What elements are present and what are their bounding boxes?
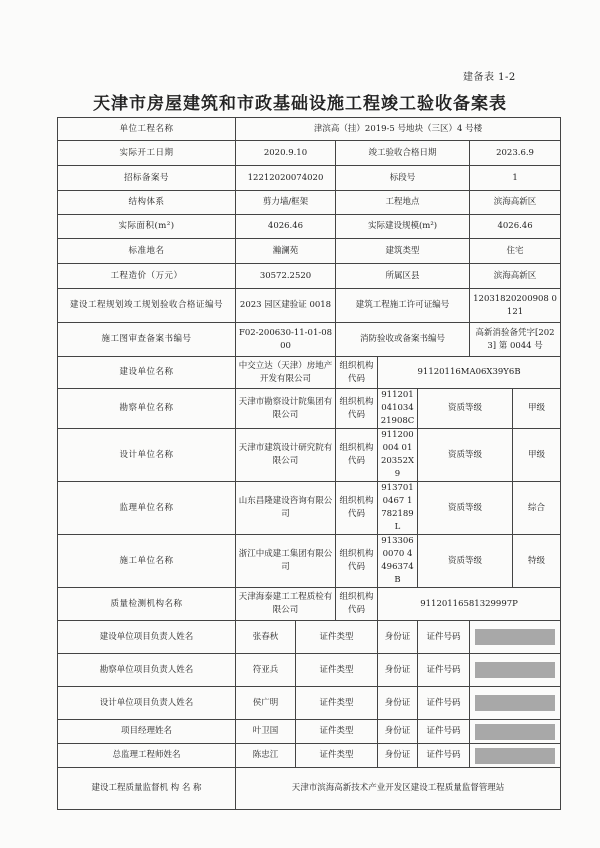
value-planning-cert: 2023 园区建验证 0018	[236, 289, 336, 323]
label-construction-code: 组织机构代码	[336, 535, 378, 588]
row-dates	[58, 141, 561, 166]
label-testing: 质量检测机构名称	[58, 588, 236, 621]
value-id-type: 身份证	[378, 687, 418, 720]
label-plot-name: 标准地名	[58, 239, 236, 264]
redaction-block	[475, 662, 555, 678]
value-id-type: 身份证	[378, 720, 418, 744]
row-area	[58, 215, 561, 239]
value-bid-record: 12212020074020	[236, 166, 336, 191]
person-row	[58, 744, 561, 768]
value-person-name: 张春秋	[236, 621, 296, 654]
value-area: 4026.46	[236, 215, 336, 239]
value-person-name: 陈忠江	[236, 744, 296, 768]
form-number: 建备表 1-2	[463, 72, 516, 83]
person-row	[58, 621, 561, 654]
row-testing	[58, 588, 561, 621]
label-building-type: 建筑类型	[336, 239, 470, 264]
value-project-name: 津滨高（挂）2019-5 号地块（三区）4 号楼	[236, 118, 561, 141]
label-id-number: 证件号码	[418, 720, 470, 744]
label-section-no: 标段号	[336, 166, 470, 191]
label-location: 工程地点	[336, 191, 470, 215]
label-supervision-station: 建设工程质量监督机 构 名 称	[58, 768, 236, 810]
row-bid	[58, 166, 561, 191]
value-completion-date: 2023.6.9	[470, 141, 561, 166]
value-location: 滨海高新区	[470, 191, 561, 215]
value-supervision-station: 天津市滨海高新技术产业开发区建设工程质量监督管理站	[236, 768, 561, 810]
value-drawing-review: F02-200630-11-01-0800	[236, 323, 336, 357]
value-section-no: 1	[470, 166, 561, 191]
value-construction-code: 9133060070 4496374B	[378, 535, 418, 588]
value-fire-acceptance: 高新消验备凭字[2023] 第 0044 号	[470, 323, 561, 357]
value-person-name: 符亚兵	[236, 654, 296, 687]
value-person-name: 侯广明	[236, 687, 296, 720]
value-construction: 浙江中成建工集团有限公司	[236, 535, 336, 588]
value-id-type: 身份证	[378, 654, 418, 687]
label-id-type: 证件类型	[296, 621, 378, 654]
label-supervision-qual: 资质等级	[418, 482, 513, 535]
row-project-name	[58, 118, 561, 141]
value-construction-qual: 特级	[513, 535, 561, 588]
label-scale: 实际建设规模(m²)	[336, 215, 470, 239]
row-construction	[58, 535, 561, 588]
label-fire-acceptance: 消防验收或备案书编号	[336, 323, 470, 357]
person-row	[58, 654, 561, 687]
label-id-type: 证件类型	[296, 654, 378, 687]
label-design-qual: 资质等级	[418, 429, 513, 482]
redaction-block	[475, 724, 555, 740]
value-building-type: 住宅	[470, 239, 561, 264]
label-drawing-review: 施工图审查备案书编号	[58, 323, 236, 357]
label-construction: 施工单位名称	[58, 535, 236, 588]
redaction-block	[475, 629, 555, 645]
row-planning	[58, 289, 561, 323]
label-project-name: 单位工程名称	[58, 118, 236, 141]
label-design: 设计单位名称	[58, 429, 236, 482]
value-builder-code: 91120116MA06X39Y6B	[378, 357, 561, 389]
value-testing-code: 91120116581329997P	[378, 588, 561, 621]
label-id-type: 证件类型	[296, 687, 378, 720]
label-cost: 工程造价（万元）	[58, 264, 236, 289]
value-person-name: 叶卫国	[236, 720, 296, 744]
value-construction-permit: 12031820200908 0121	[470, 289, 561, 323]
value-builder: 中交立达（天津）房地产开发有限公司	[236, 357, 336, 389]
label-builder: 建设单位名称	[58, 357, 236, 389]
label-area: 实际面积(m²)	[58, 215, 236, 239]
label-person-role: 项目经理姓名	[58, 720, 236, 744]
label-id-type: 证件类型	[296, 744, 378, 768]
label-supervision-code: 组织机构代码	[336, 482, 378, 535]
label-survey-code: 组织机构代码	[336, 389, 378, 429]
row-structure	[58, 191, 561, 215]
label-id-number: 证件号码	[418, 744, 470, 768]
value-survey-qual: 甲级	[513, 389, 561, 429]
label-bid-record: 招标备案号	[58, 166, 236, 191]
value-plot-name: 瀚澜苑	[236, 239, 336, 264]
row-survey	[58, 389, 561, 429]
id-number-redacted	[470, 744, 561, 768]
form-title: 天津市房屋建筑和市政基础设施工程竣工验收备案表	[93, 94, 507, 114]
value-design: 天津市建筑设计研究院有限公司	[236, 429, 336, 482]
value-id-type: 身份证	[378, 744, 418, 768]
label-person-role: 勘察单位项目负责人姓名	[58, 654, 236, 687]
row-cost	[58, 264, 561, 289]
label-construction-permit: 建筑工程施工许可证编号	[336, 289, 470, 323]
row-drawing	[58, 323, 561, 357]
value-start-date: 2020.9.10	[236, 141, 336, 166]
value-supervision: 山东昌隆建设咨询有限公司	[236, 482, 336, 535]
value-scale: 4026.46	[470, 215, 561, 239]
label-id-number: 证件号码	[418, 621, 470, 654]
redaction-block	[475, 695, 555, 711]
value-survey: 天津市勘察设计院集团有限公司	[236, 389, 336, 429]
label-start-date: 实际开工日期	[58, 141, 236, 166]
label-district: 所属区县	[336, 264, 470, 289]
value-design-qual: 甲级	[513, 429, 561, 482]
id-number-redacted	[470, 621, 561, 654]
value-survey-code: 91120104103421908C	[378, 389, 418, 429]
label-testing-code: 组织机构代码	[336, 588, 378, 621]
label-survey-qual: 资质等级	[418, 389, 513, 429]
value-cost: 30572.2520	[236, 264, 336, 289]
row-supervision-station	[58, 768, 561, 810]
id-number-redacted	[470, 720, 561, 744]
label-structure: 结构体系	[58, 191, 236, 215]
label-person-role: 总监理工程师姓名	[58, 744, 236, 768]
value-district: 滨海高新区	[470, 264, 561, 289]
label-builder-code: 组织机构代码	[336, 357, 378, 389]
label-id-number: 证件号码	[418, 654, 470, 687]
value-structure: 剪力墙/框架	[236, 191, 336, 215]
label-survey: 勘察单位名称	[58, 389, 236, 429]
id-number-redacted	[470, 687, 561, 720]
value-supervision-code: 9137010467 1782189L	[378, 482, 418, 535]
label-id-number: 证件号码	[418, 687, 470, 720]
label-design-code: 组织机构代码	[336, 429, 378, 482]
value-design-code: 911200004 0120352X9	[378, 429, 418, 482]
record-table	[57, 117, 561, 810]
row-plot	[58, 239, 561, 264]
value-id-type: 身份证	[378, 621, 418, 654]
row-supervision	[58, 482, 561, 535]
value-testing: 天津海泰建工工程质检有限公司	[236, 588, 336, 621]
label-person-role: 建设单位项目负责人姓名	[58, 621, 236, 654]
redaction-block	[475, 748, 555, 764]
label-id-type: 证件类型	[296, 720, 378, 744]
label-construction-qual: 资质等级	[418, 535, 513, 588]
person-row	[58, 720, 561, 744]
label-completion-date: 竣工验收合格日期	[336, 141, 470, 166]
label-person-role: 设计单位项目负责人姓名	[58, 687, 236, 720]
person-row	[58, 687, 561, 720]
value-supervision-qual: 综合	[513, 482, 561, 535]
label-planning-cert: 建设工程规划竣工规划验收合格证编号	[58, 289, 236, 323]
id-number-redacted	[470, 654, 561, 687]
row-builder	[58, 357, 561, 389]
label-supervision: 监理单位名称	[58, 482, 236, 535]
row-design	[58, 429, 561, 482]
